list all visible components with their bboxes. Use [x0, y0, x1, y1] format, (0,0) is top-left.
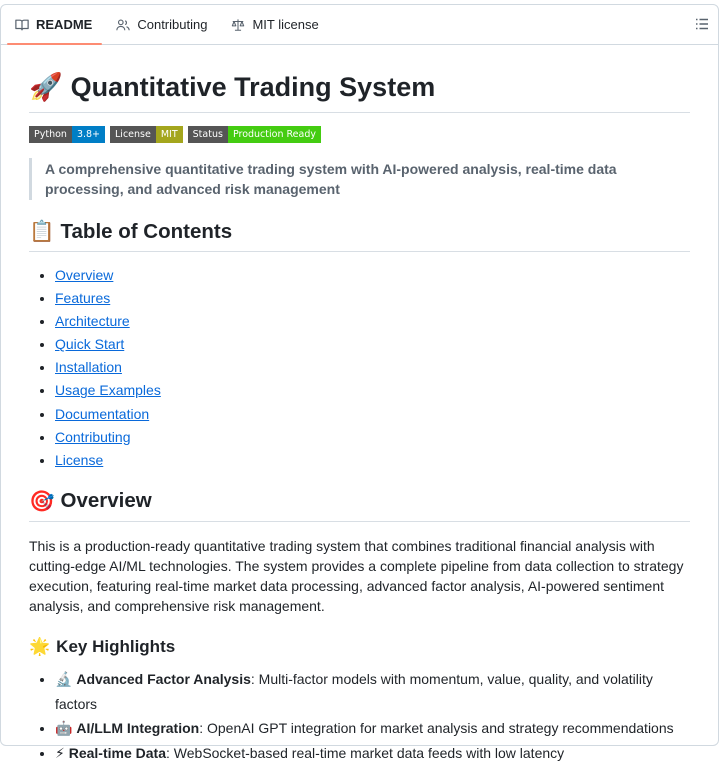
toc-link-contributing[interactable]: Contributing: [55, 428, 131, 445]
list-item: [55, 426, 690, 449]
readme-body: [1, 71, 718, 766]
python-badge[interactable]: [29, 126, 105, 143]
toc-link-installation[interactable]: Installation: [55, 359, 122, 376]
status-badge[interactable]: [188, 126, 321, 143]
microscope-icon: 🔬: [55, 671, 73, 688]
highlights-list: [29, 667, 690, 766]
tab-license-label: MIT license: [252, 17, 319, 32]
readme-panel: [0, 4, 719, 762]
toc-heading-text: Table of Contents: [60, 219, 233, 243]
page-title: [29, 71, 690, 113]
robot-icon: 🤖: [55, 720, 73, 737]
readme-tab-bar: [1, 5, 718, 45]
license-badge-value: MIT: [156, 126, 183, 143]
list-item: [55, 667, 690, 716]
tab-readme[interactable]: [1, 5, 104, 44]
toc-list: [29, 264, 690, 472]
rocket-icon: 🚀: [29, 72, 63, 103]
tab-license[interactable]: [219, 5, 330, 44]
toc-link-documentation[interactable]: Documentation: [55, 405, 150, 422]
highlight-text: : Multi-factor models with momentum, value, quality, and volatility factors: [55, 670, 653, 712]
law-icon: [231, 18, 245, 32]
toc-heading: [29, 219, 690, 252]
overview-heading: [29, 489, 690, 522]
lightning-icon: ⚡: [55, 745, 65, 762]
license-badge[interactable]: [110, 126, 183, 143]
page-title-text: Quantitative Trading System: [70, 71, 436, 102]
toc-link-architecture[interactable]: Architecture: [55, 313, 130, 330]
tab-contributing-label: Contributing: [137, 17, 208, 32]
tagline-text: A comprehensive quantitative trading system with AI-powered analysis, real-time data processing, and advanced risk management: [45, 161, 617, 197]
book-icon: [15, 18, 29, 32]
highlight-title: Advanced Factor Analysis: [76, 670, 251, 687]
license-badge-key: License: [110, 126, 156, 143]
tab-readme-label: README: [36, 17, 93, 32]
list-item: [55, 403, 690, 426]
python-badge-key: Python: [29, 126, 72, 143]
list-item: [55, 356, 690, 379]
people-icon: [116, 18, 130, 32]
highlight-title: AI/LLM Integration: [76, 719, 200, 736]
list-item: [55, 716, 690, 741]
toc-link-usage-examples[interactable]: Usage Examples: [55, 382, 161, 399]
clipboard-icon: 📋: [29, 219, 55, 243]
tab-contributing[interactable]: [104, 5, 219, 44]
status-badge-key: Status: [188, 126, 228, 143]
outline-list-icon[interactable]: [694, 16, 710, 32]
highlight-text: : WebSocket-based real-time market data feeds with low latency: [166, 744, 565, 761]
target-icon: 🎯: [29, 488, 55, 513]
toc-link-overview[interactable]: Overview: [55, 267, 114, 283]
tagline-quote: [29, 158, 690, 200]
toc-link-quick-start[interactable]: Quick Start: [55, 336, 125, 353]
highlights-heading: [29, 637, 690, 657]
list-item: [55, 310, 690, 333]
list-item: [55, 379, 690, 402]
list-item: [55, 741, 690, 766]
star-icon: 🌟: [29, 636, 51, 657]
status-badge-value: Production Ready: [228, 126, 321, 143]
highlight-text: : OpenAI GPT integration for market analysis and strategy recommendations: [199, 719, 674, 736]
overview-paragraph: This is a production-ready quantitative trading system that combines traditional financial analysis with cutting-edge AI/ML technologies. The system provides a complete pipeline from data collection to strategy execution, featuring real-time market data processing, advanced factor analysis, AI-powered sentiment analysis, and comprehensive risk management.: [29, 537, 684, 614]
toc-link-license[interactable]: License: [55, 451, 104, 468]
highlight-title: Real-time Data: [68, 744, 166, 761]
list-item: [55, 449, 690, 472]
badge-row: [29, 126, 690, 143]
toc-link-features[interactable]: Features: [55, 290, 111, 307]
list-item: [55, 264, 690, 287]
list-item: [55, 287, 690, 310]
highlights-heading-text: Key Highlights: [56, 636, 176, 656]
overview-heading-text: Overview: [60, 489, 152, 513]
python-badge-value: 3.8+: [72, 126, 105, 143]
list-item: [55, 333, 690, 356]
